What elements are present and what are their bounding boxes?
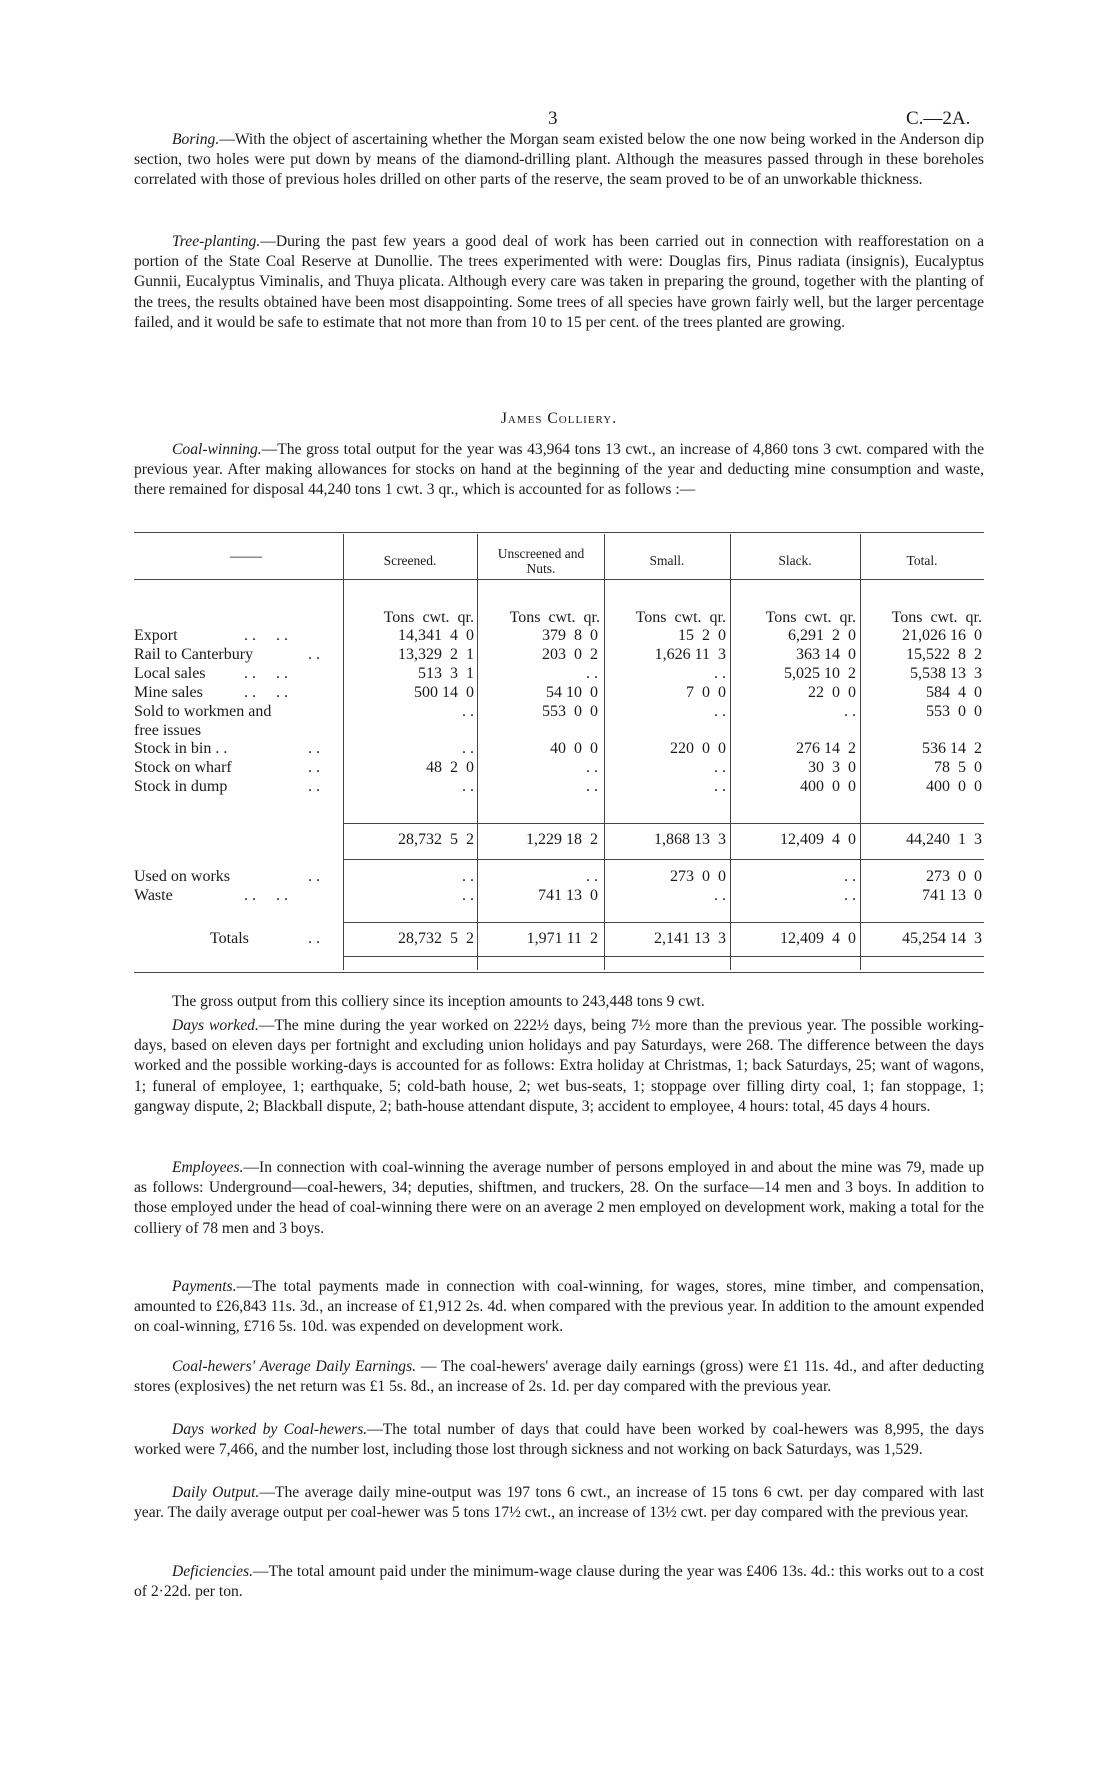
leader-dots: . . . .: [244, 627, 288, 644]
leader-dots: . . . .: [244, 665, 288, 682]
totals-cell: 2,141 13 3: [654, 930, 726, 947]
table-cell: . .: [844, 887, 856, 904]
table-corner: ——: [230, 548, 262, 565]
table-cell: 400 0 0: [800, 778, 856, 795]
row-label: Used on works: [134, 868, 230, 885]
table-cell: 363 14 0: [796, 646, 856, 663]
column-header-small: Small.: [649, 553, 685, 568]
table-cell: 553 0 0: [542, 703, 598, 720]
row-label: Waste: [134, 887, 173, 904]
table-cell: 379 8 0: [542, 627, 598, 644]
totals-cell: 45,254 14 3: [902, 930, 982, 947]
table-cell: . .: [586, 665, 598, 682]
unit-label: Tons cwt. qr.: [509, 609, 600, 626]
paragraph-days-worked-hewers: Days worked by Coal-hewers.—The total number of days that could have been worked by coal-hewers was 8,995, the days worked were 7,466, and the number lost, including those lost through sickness and not working on back Saturdays, was 1,529.: [134, 1421, 984, 1459]
table-cell: 741 13 0: [922, 887, 982, 904]
page-number: 3: [548, 108, 558, 129]
section-title: James Colliery.: [500, 410, 618, 427]
table-cell: . .: [714, 778, 726, 795]
table-cell: 6,291 2 0: [788, 627, 856, 644]
row-label: Stock in dump: [134, 778, 228, 795]
table-cell: . .: [714, 887, 726, 904]
table-cell: 48 2 0: [426, 759, 474, 776]
leader-dots: . .: [308, 930, 320, 947]
table-cell: . .: [462, 778, 474, 795]
paragraph-employees: Employees.—In connection with coal-winning the average number of persons employed in and about the mine was 79, made up as follows: Underground—coal-hewers, 34; deputies, shiftmen, and truckers, 28. On the surface—14 men and 3 boys. In addition to those employed under the head of coal-winning there were on an average 2 men employed on development work, making a total for the colliery of 78 men and 3 boys.: [134, 1159, 984, 1237]
subtotal-cell: 1,868 13 3: [654, 831, 726, 848]
table-cell: 273 0 0: [670, 868, 726, 885]
table-bottom-rule: [134, 972, 984, 973]
subtotal-cell: 12,409 4 0: [780, 831, 856, 848]
table-cell: 54 10 0: [546, 684, 598, 701]
table-cell: . .: [462, 703, 474, 720]
leader-dots: . . . .: [244, 887, 288, 904]
totals-label: Totals: [210, 930, 249, 947]
table-cell: 15,522 8 2: [906, 646, 982, 663]
table-header-rule: [134, 579, 984, 580]
table-cell: 203 0 2: [542, 646, 598, 663]
table-cell: 13,329 2 1: [398, 646, 474, 663]
table-cell: 1,626 11 3: [654, 646, 726, 663]
unit-label: Tons cwt. qr.: [765, 609, 856, 626]
subtotal-cell: 44,240 1 3: [906, 831, 982, 848]
paragraph-gross-output: The gross output from this colliery since its inception amounts to 243,448 tons 9 cwt.: [172, 993, 705, 1010]
table-cell: 7 0 0: [686, 684, 726, 701]
table-cell: . .: [714, 703, 726, 720]
unit-label: Tons cwt. qr.: [635, 609, 726, 626]
column-header-total: Total.: [906, 553, 938, 568]
document-reference: C.—2A.: [906, 108, 971, 129]
table-cell: . .: [586, 868, 598, 885]
table-cell: 40 0 0: [550, 740, 598, 757]
table-cell: . .: [462, 868, 474, 885]
row-label: Stock on wharf: [134, 759, 232, 776]
table-cell: . .: [714, 665, 726, 682]
column-header-slack: Slack.: [778, 553, 812, 568]
table-cell: 5,538 13 3: [910, 665, 982, 682]
row-label: Export: [134, 627, 178, 644]
table-top-rule: [134, 532, 984, 533]
paragraph-tree-planting: Tree-planting.—During the past few years a good deal of work has been carried out in connection with reafforestation on a portion of the State Coal Reserve at Dunollie. The trees experimented with were: Douglas firs, Pinus radiata (insignis), Eucalyptus Gunnii, Eucalyptus Viminalis, and Thuya plicata. Although every care was taken in preparing the ground, together with the planting of the trees, the results obtained have been most disappointing. Some trees of all species have grown fairly well, but the larger percentage failed, and it would be safe to estimate that not more than from 10 to 15 per cent. of the trees planted are growing.: [134, 233, 984, 331]
totals-cell: 1,971 11 2: [526, 930, 598, 947]
table-cell: 21,026 16 0: [902, 627, 982, 644]
table-cell: . .: [586, 759, 598, 776]
paragraph-coal-winning: Coal-winning.—The gross total output for the year was 43,964 tons 13 cwt., an increase of 4,860 tons 3 cwt. compared with the previous year. After making allowances for stocks on hand at the beginning of the year and deducting mine consumption and waste, there remained for disposal 44,240 tons 1 cwt. 3 qr., which is accounted for as follows :—: [134, 441, 984, 499]
table-cell: . .: [462, 740, 474, 757]
table-cell: . .: [586, 778, 598, 795]
table-cell: 513 3 1: [418, 665, 474, 682]
table-cell: 78 5 0: [934, 759, 982, 776]
table-cell: 536 14 2: [922, 740, 982, 757]
table-cell: 5,025 10 2: [784, 665, 856, 682]
totals-cell: 12,409 4 0: [780, 930, 856, 947]
paragraph-deficiencies: Deficiencies.—The total amount paid under the minimum-wage clause during the year was £406 13s. 4d.: this works out to a cost of 2·22d. per ton.: [134, 1563, 984, 1601]
table-cell: 553 0 0: [926, 703, 982, 720]
table-cell: 273 0 0: [926, 868, 982, 885]
leader-dots: . . . .: [244, 684, 288, 701]
leader-dots: . .: [308, 778, 320, 795]
table-cell: 741 13 0: [538, 887, 598, 904]
row-label: Stock in bin . .: [134, 740, 228, 757]
paragraph-boring: Boring.—With the object of ascertaining whether the Morgan seam existed below the one now being worked in the Anderson dip section, two holes were put down by means of the diamond-drilling plant. Although the measures passed through in these boreholes correlated with those of previous holes drilled on other parts of the reserve, the seam proved to be of an unworkable thickness.: [134, 131, 984, 189]
totals-cell: 28,732 5 2: [398, 930, 474, 947]
table-cell: 22 0 0: [808, 684, 856, 701]
table-cell: . .: [844, 703, 856, 720]
row-label: Sold to workmen and: [134, 703, 272, 720]
unit-label: Tons cwt. qr.: [383, 609, 474, 626]
subtotal-cell: 28,732 5 2: [398, 831, 474, 848]
table-cell: 500 14 0: [414, 684, 474, 701]
column-header-screened: Screened.: [383, 553, 437, 568]
table-cell: 400 0 0: [926, 778, 982, 795]
subtotal-cell: 1,229 18 2: [526, 831, 598, 848]
table-cell: . .: [844, 868, 856, 885]
table-cell: 220 0 0: [670, 740, 726, 757]
leader-dots: . .: [308, 759, 320, 776]
table-cell: . .: [462, 887, 474, 904]
paragraph-payments: Payments.—The total payments made in connection with coal-winning, for wages, stores, mine timber, and compensation, amounted to £26,843 11s. 3d., an increase of £1,912 2s. 4d. when compared with the previous year. In addition to the amount expended on coal-winning, £716 5s. 10d. was expended on development work.: [134, 1278, 984, 1336]
row-label: Rail to Canterbury: [134, 646, 254, 663]
leader-dots: . .: [308, 868, 320, 885]
table-cell: 15 2 0: [678, 627, 726, 644]
table-cell: 276 14 2: [796, 740, 856, 757]
paragraph-days-worked: Days worked.—The mine during the year worked on 222½ days, being 7½ more than the previous year. The possible working-days, based on eleven days per fortnight and excluding union holidays and pay Saturdays, were 268. The difference between the days worked and the possible working-days is accounted for as follows: Extra holiday at Christmas, 1; back Saturdays, 25; want of wagons, 1; funeral of employee, 1; earthquake, 5; cold-bath house, 2; wet bus-seats, 1; stoppage over filling dirty coal, 1; fan stoppage, 1; gangway dispute, 2; Blackball dispute, 2; bath-house attendant dispute, 3; accident to employee, 4 hours: total, 45 days 4 hours.: [134, 1017, 984, 1115]
leader-dots: . .: [308, 740, 320, 757]
row-label: Mine sales: [134, 684, 203, 701]
leader-dots: . .: [308, 646, 320, 663]
table-cell: 14,341 4 0: [398, 627, 474, 644]
column-header-unscreened: Unscreened and Nuts.: [497, 546, 585, 576]
table-cell: 584 4 0: [926, 684, 982, 701]
paragraph-daily-output: Daily Output.—The average daily mine-output was 197 tons 6 cwt., an increase of 15 tons 6 cwt. per day compared with last year. The daily average output per coal-hewer was 5 tons 17½ cwt., an increase of 13½ cwt. per day compared with the previous year.: [134, 1484, 984, 1522]
row-label-cont: free issues: [134, 722, 202, 739]
row-label: Local sales: [134, 665, 206, 682]
table-cell: . .: [714, 759, 726, 776]
unit-label: Tons cwt. qr.: [891, 609, 982, 626]
paragraph-coal-hewers-earnings: Coal-hewers' Average Daily Earnings. — The coal-hewers' average daily earnings (gross) were £1 11s. 4d., and after deducting stores (explosives) the net return was £1 5s. 8d., an increase of 2s. 1d. per day compared with the previous year.: [134, 1358, 984, 1396]
table-cell: 30 3 0: [808, 759, 856, 776]
